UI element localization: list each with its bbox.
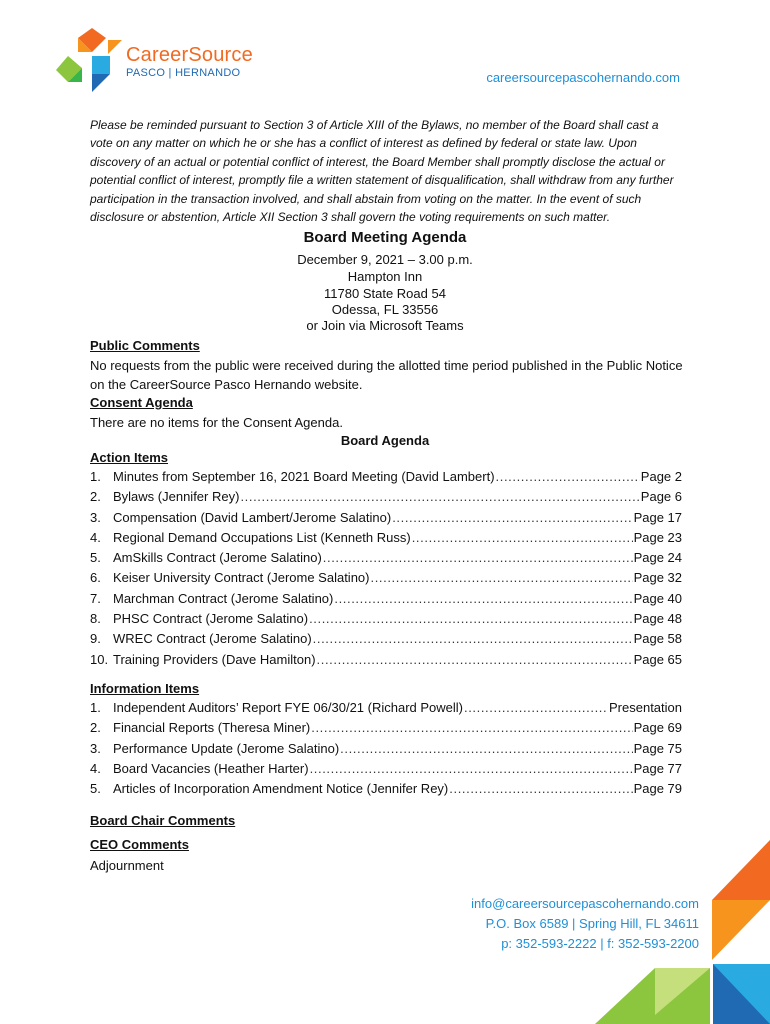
consent-agenda-heading: Consent Agenda xyxy=(90,395,193,410)
conflict-of-interest-notice: Please be reminded pursuant to Section 3 of Article XIII of the Bylaws, no member of the Board shall cast a vote on any matter on which he or she has a conflict of interest as defined by federal or state law. Upon discovery of an actual or potential conflict of interest, the Board Member shall promptly disclose the actual or potential conflict of interest, promptly file a written statement of disqualification, shall withdraw from any further participation in the transaction involved, and shall abstain from voting on the matter. In the event of such disclosure or abstention, Article XII Section 3 shall govern the voting requirements on such matter. xyxy=(90,118,674,225)
item-number: 2. xyxy=(90,489,101,505)
consent-agenda-text: There are no items for the Consent Agenda. xyxy=(90,415,343,430)
item-page: Page 17 xyxy=(633,509,682,525)
website-link[interactable]: careersourcepascohernando.com xyxy=(486,70,680,85)
item-text: Compensation (David Lambert/Jerome Salatino) xyxy=(113,509,392,525)
item-page: Presentation xyxy=(609,700,682,715)
item-number: 4. xyxy=(90,529,101,545)
leader-dots xyxy=(311,720,632,735)
item-text: Training Providers (Dave Hamilton) xyxy=(113,651,316,667)
leader-dots xyxy=(334,591,632,606)
item-text: Board Vacancies (Heather Harter) xyxy=(113,760,309,776)
leader-dots xyxy=(464,700,608,715)
item-text: Bylaws (Jennifer Rey) xyxy=(113,489,240,505)
careersource-logo xyxy=(56,26,256,98)
action-items-list xyxy=(90,469,682,672)
item-number: 7. xyxy=(90,590,101,606)
item-number: 6. xyxy=(90,570,101,586)
action-item xyxy=(90,611,682,631)
item-number: 3. xyxy=(90,740,101,756)
item-text: PHSC Contract (Jerome Salatino) xyxy=(113,611,309,627)
footer-address: P.O. Box 6589 | Spring Hill, FL 34611 xyxy=(485,916,699,931)
meeting-venue: Hampton Inn xyxy=(347,269,423,284)
item-page: Page 69 xyxy=(633,720,682,736)
item-number: 8. xyxy=(90,611,101,627)
leader-dots xyxy=(449,781,632,796)
item-number: 1. xyxy=(90,469,101,484)
leader-dots xyxy=(323,550,633,565)
item-number: 4. xyxy=(90,760,101,776)
information-items-heading: Information Items xyxy=(90,681,200,696)
action-item xyxy=(90,530,682,550)
logo-mark-icon xyxy=(56,26,126,98)
item-page: Page 40 xyxy=(633,590,682,606)
item-page: Page 79 xyxy=(633,781,682,797)
meeting-street: 11780 State Road 54 xyxy=(324,286,446,301)
item-number: 3. xyxy=(90,509,101,525)
leader-dots xyxy=(370,570,632,585)
board-chair-comments-heading: Board Chair Comments xyxy=(90,813,236,828)
agenda-title: Board Meeting Agenda xyxy=(303,229,467,246)
item-page: Page 24 xyxy=(633,550,682,566)
item-text: AmSkills Contract (Jerome Salatino) xyxy=(113,550,322,566)
adjournment-text: Adjournment xyxy=(90,858,164,873)
logo-subtitle: PASCO | HERNANDO xyxy=(126,67,241,79)
logo-name: CareerSource xyxy=(126,44,253,66)
public-comments-heading: Public Comments xyxy=(90,338,200,353)
meeting-city: Odessa, FL 33556 xyxy=(331,302,439,317)
meeting-remote: or Join via Microsoft Teams xyxy=(306,318,464,333)
leader-dots xyxy=(317,652,633,667)
information-items-list xyxy=(90,700,682,801)
item-text: Independent Auditors’ Report FYE 06/30/21 (Richard Powell) xyxy=(113,700,463,715)
action-item xyxy=(90,631,682,651)
action-item xyxy=(90,591,682,611)
action-item xyxy=(90,652,682,672)
ceo-comments-heading: CEO Comments xyxy=(90,837,189,852)
leader-dots xyxy=(240,489,639,504)
leader-dots xyxy=(313,631,633,646)
item-number: 1. xyxy=(90,700,101,715)
information-item xyxy=(90,720,682,740)
item-text: Articles of Incorporation Amendment Notice (Jennifer Rey) xyxy=(113,781,449,797)
item-text: Marchman Contract (Jerome Salatino) xyxy=(113,590,334,606)
item-page: Page 2 xyxy=(640,469,682,484)
item-text: Regional Demand Occupations List (Kenneth Russ) xyxy=(113,529,411,545)
footer-phone: p: 352-593-2222 | f: 352-593-2200 xyxy=(501,936,699,951)
leader-dots xyxy=(392,510,632,525)
information-item xyxy=(90,781,682,801)
item-page: Page 58 xyxy=(633,631,682,647)
leader-dots xyxy=(412,530,633,545)
item-page: Page 48 xyxy=(633,611,682,627)
leader-dots xyxy=(340,741,632,756)
item-text: Performance Update (Jerome Salatino) xyxy=(113,740,340,756)
leader-dots xyxy=(310,761,633,776)
item-number: 2. xyxy=(90,720,101,736)
footer-email[interactable]: info@careersourcepascohernando.com xyxy=(471,896,699,911)
item-page: Page 32 xyxy=(633,570,682,586)
item-number: 5. xyxy=(90,550,101,566)
item-page: Page 77 xyxy=(633,760,682,776)
item-number: 10. xyxy=(90,651,109,667)
board-agenda-heading: Board Agenda xyxy=(340,433,430,448)
information-item xyxy=(90,761,682,781)
item-number: 5. xyxy=(90,781,101,797)
action-item xyxy=(90,570,682,590)
action-item xyxy=(90,510,682,530)
action-item xyxy=(90,469,682,489)
action-items-heading: Action Items xyxy=(90,450,169,465)
action-item xyxy=(90,550,682,570)
meeting-date: December 9, 2021 – 3.00 p.m. xyxy=(297,252,473,267)
information-item xyxy=(90,700,682,720)
action-item xyxy=(90,489,682,509)
item-page: Page 23 xyxy=(633,529,682,545)
item-number: 9. xyxy=(90,631,101,647)
public-comments-text: No requests from the public were received during the allotted time period published in the Public Notice on the CareerSource Pasco Hernando website. xyxy=(90,358,683,392)
item-page: Page 65 xyxy=(633,651,682,667)
item-page: Page 75 xyxy=(633,740,682,756)
item-text: WREC Contract (Jerome Salatino) xyxy=(113,631,312,647)
leader-dots xyxy=(496,469,640,484)
corner-decoration-icon xyxy=(560,840,770,1024)
item-text: Keiser University Contract (Jerome Salatino) xyxy=(113,570,370,586)
item-text: Minutes from September 16, 2021 Board Meeting (David Lambert) xyxy=(113,469,495,484)
item-text: Financial Reports (Theresa Miner) xyxy=(113,720,311,736)
leader-dots xyxy=(309,611,632,626)
item-page: Page 6 xyxy=(640,489,682,505)
information-item xyxy=(90,741,682,761)
